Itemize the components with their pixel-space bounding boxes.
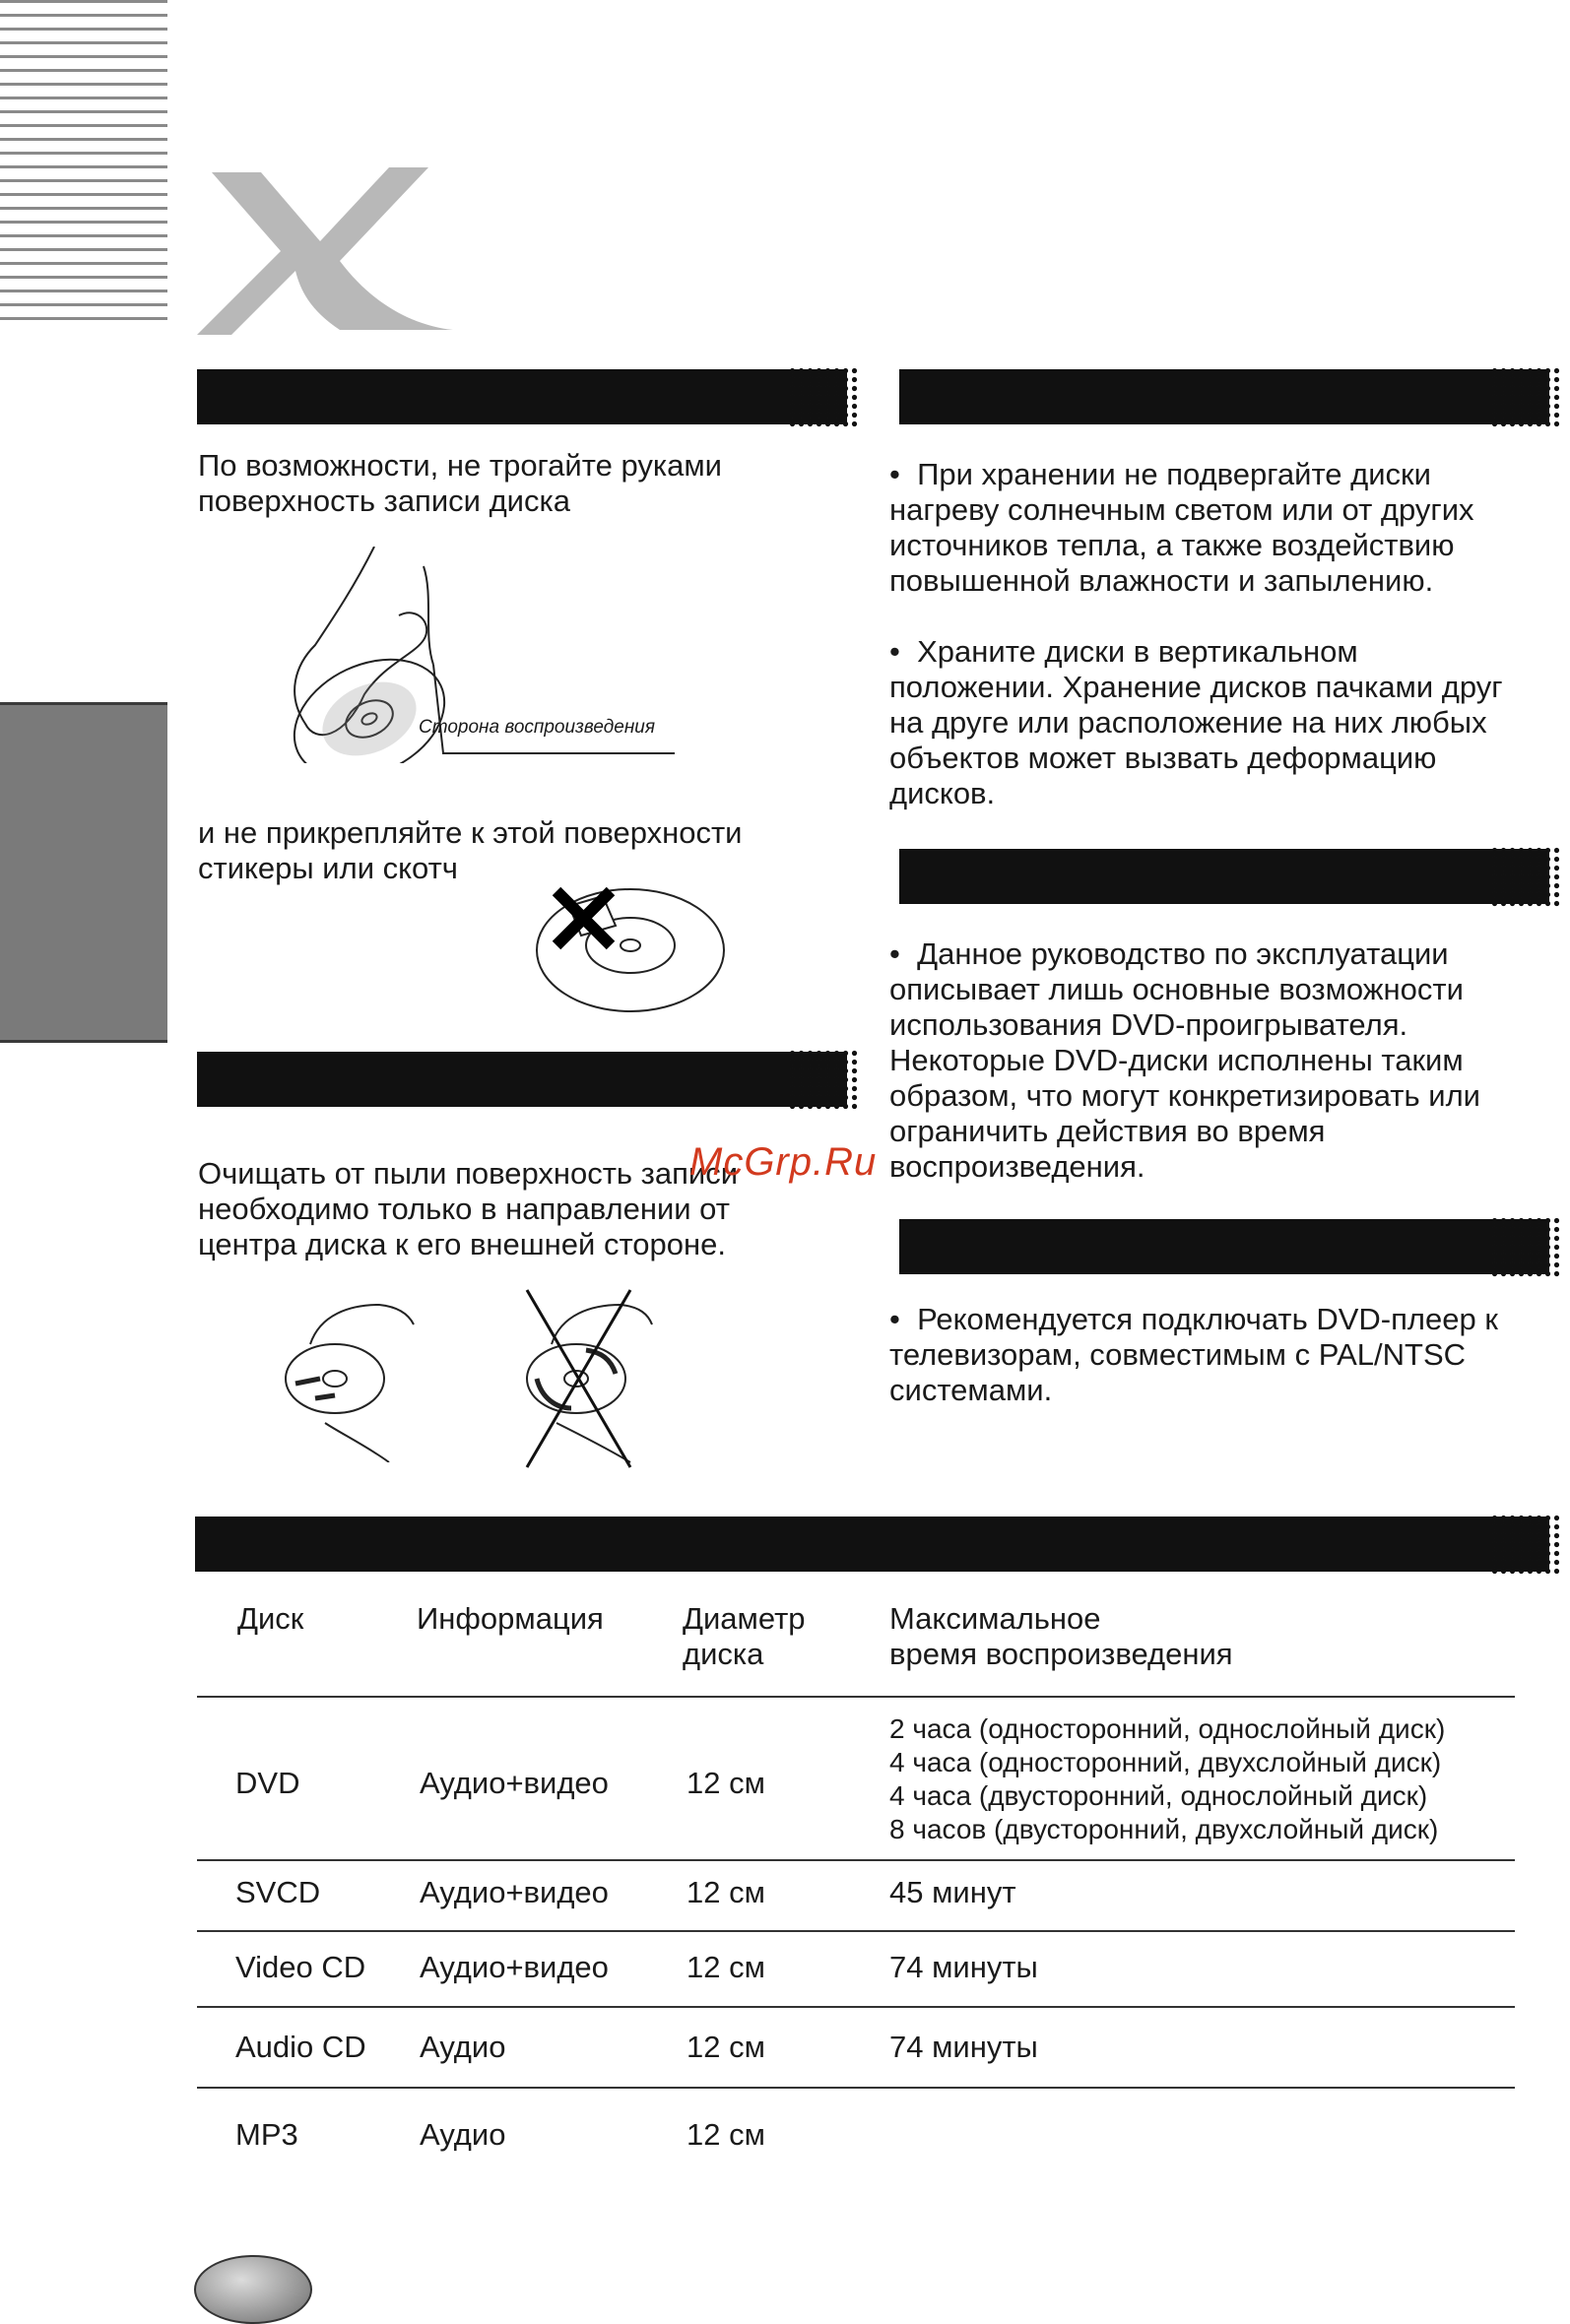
watermark: McGrp.Ru <box>689 1140 878 1184</box>
correct-cleaning-illustration <box>281 1285 419 1462</box>
table-divider <box>197 2087 1515 2089</box>
table-divider <box>197 2006 1515 2008</box>
table-cell-max-time: 2 часа (односторонний, однослойный диск) 4 часа (односторонний, двухслойный диск) 4 часа (двусторонний, однослойный диск) 8 часов (двусторонний, двухслойный диск) <box>889 1713 1446 1844</box>
table-cell-diameter: 12 см <box>687 2117 765 2152</box>
table-header-info: Информация <box>417 1601 604 1636</box>
table-cell-info: Аудио+видео <box>420 1875 609 1909</box>
table-cell-info: Аудио+видео <box>420 1766 609 1800</box>
table-cell-diameter: 12 см <box>687 1875 765 1909</box>
section-header-bar-tv <box>899 1219 1549 1274</box>
halftone-dots <box>788 1049 857 1110</box>
incorrect-cleaning-illustration <box>517 1285 655 1472</box>
notes-bullet: • Данное руководство по эксплуатации описывает лишь основные возможности использования DVD-проигрывателя. Некоторые DVD-диски исполнены таким образом, что могут конкретизировать или ограничить действия во время воспроизведения. <box>889 936 1530 1185</box>
table-cell-disc: DVD <box>235 1766 300 1800</box>
table-cell-info: Аудио <box>420 2030 506 2064</box>
cleaning-text: Очищать от пыли поверхность записи необходимо только в направлении от центра диска к его внешней стороне. <box>198 1156 739 1261</box>
table-cell-max-time: 45 минут <box>889 1875 1016 1909</box>
table-header-disc: Диск <box>237 1601 304 1636</box>
section-header-bar-storage <box>899 369 1549 424</box>
decorative-stripes <box>0 0 167 335</box>
section-header-bar-cleaning <box>197 1052 847 1107</box>
halftone-dots <box>1490 1216 1559 1277</box>
illustration-caption: Сторона воспроизведения <box>419 717 655 738</box>
page-number-oval <box>194 2255 312 2324</box>
table-cell-diameter: 12 см <box>687 2030 765 2064</box>
halftone-dots <box>788 366 857 427</box>
table-cell-diameter: 12 см <box>687 1766 765 1800</box>
table-header-diameter: Диаметр диска <box>683 1601 806 1671</box>
section-header-bar-disc-types <box>195 1517 1549 1572</box>
section-header-bar-notes <box>899 849 1549 904</box>
disc-with-sticker-crossed-illustration <box>532 881 729 1019</box>
table-cell-max-time: 74 минуты <box>889 2030 1038 2064</box>
table-cell-disc: Audio CD <box>235 2030 366 2064</box>
brand-logo-x <box>192 162 458 340</box>
halftone-dots <box>1490 846 1559 907</box>
handling-intro: По возможности, не трогайте руками поверхность записи диска <box>198 448 722 518</box>
table-header-max-time: Максимальное время воспроизведения <box>889 1601 1233 1671</box>
table-cell-diameter: 12 см <box>687 1950 765 1984</box>
halftone-dots <box>1490 366 1559 427</box>
table-divider <box>197 1930 1515 1932</box>
table-cell-disc: SVCD <box>235 1875 321 1909</box>
table-divider <box>197 1696 1515 1698</box>
table-cell-max-time: 74 минуты <box>889 1950 1038 1984</box>
table-cell-disc: Video CD <box>235 1950 366 1984</box>
halftone-dots <box>1490 1514 1559 1575</box>
handling-stickers-note: и не прикрепляйте к этой поверхности стикеры или скотч <box>198 815 743 885</box>
table-divider <box>197 1859 1515 1861</box>
table-cell-info: Аудио <box>420 2117 506 2152</box>
section-header-bar-handling <box>197 369 847 424</box>
storage-bullet-1: • При хранении не подвергайте диски нагреву солнечным светом или от других источников тепла, а также воздействию повышенной влажности и запылению. <box>889 457 1530 599</box>
side-chapter-tab <box>0 702 167 1043</box>
table-cell-disc: MP3 <box>235 2117 298 2152</box>
storage-bullet-2: • Храните диски в вертикальном положении. Хранение дисков пачками друг на друге или расположение на них любых объектов может вызвать деформацию дисков. <box>889 634 1530 811</box>
table-cell-info: Аудио+видео <box>420 1950 609 1984</box>
tv-bullet: • Рекомендуется подключать DVD-плеер к телевизорам, совместимым с PAL/NTSC системами. <box>889 1302 1530 1408</box>
